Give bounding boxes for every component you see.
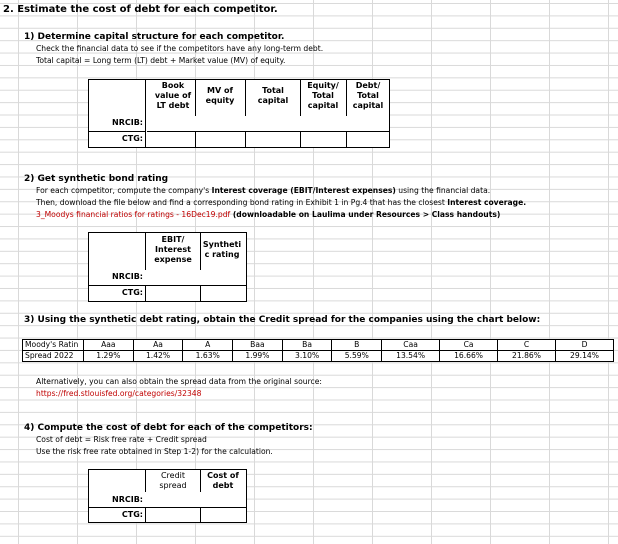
cost-of-debt-table bbox=[88, 469, 247, 523]
moodys-pdf-link[interactable]: 3_Moodys financial ratios for ratings - 16Dec19.pdf bbox=[36, 210, 231, 219]
row-label-nrcib: NRCIB: bbox=[112, 118, 143, 127]
page-title: 2. Estimate the cost of debt for each competitor. bbox=[3, 4, 278, 15]
header-total-capital: Total capital bbox=[257, 86, 289, 105]
spread-cell: 3.10% bbox=[282, 351, 332, 362]
spread-cell: 16.66% bbox=[440, 351, 498, 362]
section4-line2: Use the risk free rate obtained in Step 1-2) for the calculation. bbox=[36, 447, 273, 456]
header-mv-equity: MV of equity bbox=[205, 86, 235, 105]
section2-heading: 2) Get synthetic bond rating bbox=[24, 174, 169, 184]
row-label-ctg: CTG: bbox=[121, 510, 143, 519]
spread-cell: 5.59% bbox=[332, 351, 382, 362]
rating-cell: Ca bbox=[440, 340, 498, 351]
header-credit-spread: Credit spread bbox=[159, 471, 187, 490]
spreads-row-label: Spread 2022 bbox=[23, 351, 84, 362]
rating-cell: A bbox=[183, 340, 233, 351]
row-label-nrcib: NRCIB: bbox=[112, 495, 143, 504]
section4-heading: 4) Compute the cost of debt for each of the competitors: bbox=[24, 423, 313, 433]
row-label-nrcib: NRCIB: bbox=[112, 272, 143, 281]
rating-cell: Ba bbox=[282, 340, 332, 351]
credit-spread-table bbox=[22, 339, 614, 362]
section1-line2: Total capital = Long term (LT) debt + Market value (MV) of equity. bbox=[36, 56, 286, 65]
ratings-row bbox=[23, 340, 614, 351]
spread-cell: 21.86% bbox=[498, 351, 556, 362]
section1-heading: 1) Determine capital structure for each competitor. bbox=[24, 32, 285, 42]
header-debt-total: Debt/ Total capital bbox=[352, 81, 384, 110]
spread-cell: 1.29% bbox=[84, 351, 134, 362]
section2-line1: For each competitor, compute the company's Interest coverage (EBIT/Interest expenses) using the financial data. bbox=[36, 186, 491, 195]
rating-cell: Aa bbox=[133, 340, 183, 351]
row-label-ctg: CTG: bbox=[121, 288, 143, 297]
section3-heading: 3) Using the synthetic debt rating, obtain the Credit spread for the companies using the chart below: bbox=[24, 315, 541, 325]
header-cost-of-debt: Cost of debt bbox=[207, 471, 239, 490]
rating-cell: C bbox=[498, 340, 556, 351]
capital-structure-table bbox=[88, 79, 390, 148]
synthetic-rating-table bbox=[88, 232, 247, 302]
spreads-row bbox=[23, 351, 614, 362]
header-synthetic-rating: Syntheti c rating bbox=[202, 240, 242, 259]
section3-alt-text: Alternatively, you can also obtain the spread data from the original source: bbox=[36, 377, 322, 386]
ratings-row-label: Moody's Ratin bbox=[23, 340, 84, 351]
header-ebit-interest: EBIT/ Interest expense bbox=[154, 235, 192, 264]
spread-cell: 13.54% bbox=[382, 351, 440, 362]
section2-line2: Then, download the file below and find a corresponding bond rating in Exhibit 1 in Pg.4 that has the closest Interest coverage. bbox=[36, 198, 527, 207]
row-label-ctg: CTG: bbox=[121, 134, 143, 143]
rating-cell: B bbox=[332, 340, 382, 351]
section1-line1: Check the financial data to see if the competitors have any long-term debt. bbox=[36, 44, 324, 53]
header-equity-total: Equity/ Total capital bbox=[307, 81, 339, 110]
spread-cell: 1.42% bbox=[133, 351, 183, 362]
rating-cell: Caa bbox=[382, 340, 440, 351]
rating-cell: D bbox=[555, 340, 613, 351]
rating-cell: Aaa bbox=[84, 340, 134, 351]
spread-cell: 1.63% bbox=[183, 351, 233, 362]
rating-cell: Baa bbox=[233, 340, 283, 351]
section2-link-line: 3_Moodys financial ratios for ratings - 16Dec19.pdf (downloadable on Laulima under Resources > Class handouts) bbox=[36, 210, 501, 219]
header-book-value: Book value of LT debt bbox=[154, 81, 192, 110]
section4-line1: Cost of debt = Risk free rate + Credit spread bbox=[36, 435, 207, 444]
spread-cell: 29.14% bbox=[555, 351, 613, 362]
spread-cell: 1.99% bbox=[233, 351, 283, 362]
fred-link[interactable]: https://fred.stlouisfed.org/categories/32348 bbox=[36, 389, 202, 398]
